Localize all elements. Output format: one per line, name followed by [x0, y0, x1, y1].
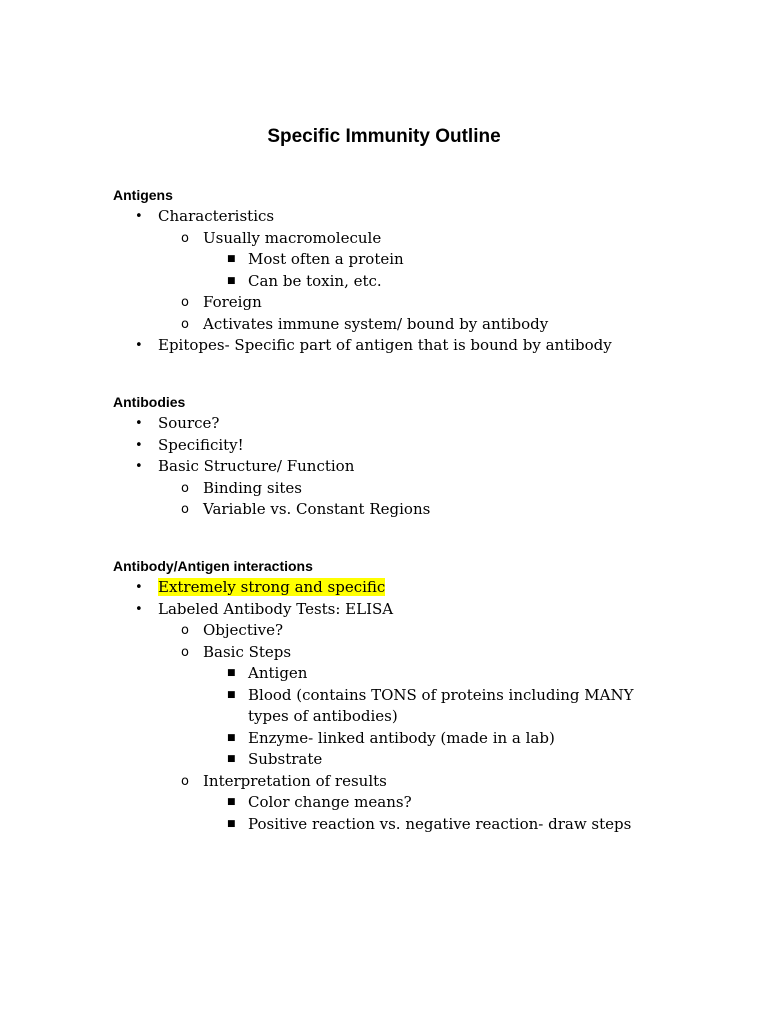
circle-bullet-icon: o: [181, 316, 189, 332]
square-bullet-icon: ■: [227, 732, 236, 743]
circle-bullet-icon: o: [181, 623, 189, 638]
list-item: ■ Antigen: [113, 663, 733, 685]
list-item: ■ Substrate: [113, 749, 733, 771]
section-heading-antibodies: Antibodies: [113, 394, 186, 410]
square-bullet-icon: ■: [227, 797, 236, 807]
list-item: o Variable vs. Constant Regions: [113, 499, 733, 521]
list-item: ■ Enzyme- linked antibody (made in a lab): [113, 728, 733, 750]
list-item-highlighted: [113, 577, 733, 599]
square-bullet-icon: ■: [227, 275, 236, 286]
section-antibodies: [113, 391, 733, 521]
list-item: • Characteristics: [113, 206, 733, 228]
list-item: • Source?: [113, 413, 733, 435]
square-bullet-icon: ■: [227, 254, 236, 264]
list-item: o Activates immune system/ bound by antibody: [113, 314, 733, 336]
section-interactions: [113, 555, 733, 835]
bullet-icon: •: [135, 459, 143, 474]
list-item: ■ Positive reaction vs. negative reaction- draw steps: [113, 814, 733, 836]
circle-bullet-icon: o: [181, 295, 189, 310]
list-item: • Basic Structure/ Function: [113, 456, 733, 478]
bullet-icon: •: [135, 601, 143, 617]
circle-bullet-icon: o: [181, 644, 189, 660]
list-item: • Labeled Antibody Tests: ELISA: [113, 599, 733, 621]
list-item: o Objective?: [113, 620, 733, 642]
square-bullet-icon: ■: [227, 689, 236, 700]
list-item: o Interpretation of results: [113, 771, 733, 793]
section-heading-antigens: Antigens: [113, 187, 173, 203]
bullet-icon: •: [135, 437, 143, 453]
circle-bullet-icon: o: [181, 502, 189, 517]
page-title: Specific Immunity Outline: [267, 126, 501, 147]
list-item: ■ Most often a protein: [113, 249, 733, 271]
highlighted-text: Extremely strong and specific: [158, 578, 386, 596]
section-antigens: [113, 184, 733, 357]
list-item: ■ Color change means?: [113, 792, 733, 814]
circle-bullet-icon: o: [181, 773, 189, 789]
list-item: • Specificity!: [113, 435, 733, 457]
bullet-icon: •: [135, 338, 143, 353]
bullet-icon: •: [135, 416, 143, 431]
list-item: o Binding sites: [113, 478, 733, 500]
circle-bullet-icon: o: [181, 230, 189, 246]
list-item: o Basic Steps: [113, 642, 733, 664]
square-bullet-icon: ■: [227, 818, 236, 829]
list-item: • Epitopes- Specific part of antigen that is bound by antibody: [113, 335, 733, 357]
square-bullet-icon: ■: [227, 754, 236, 764]
list-item: ■ Can be toxin, etc.: [113, 271, 733, 293]
list-item: o Foreign: [113, 292, 733, 314]
bullet-icon: •: [135, 209, 143, 224]
bullet-icon: •: [135, 580, 143, 595]
circle-bullet-icon: o: [181, 480, 189, 496]
section-heading-interactions: Antibody/Antigen interactions: [113, 558, 313, 574]
square-bullet-icon: ■: [227, 668, 236, 678]
list-item: o Usually macromolecule: [113, 228, 733, 250]
list-item: ■ Blood (contains TONS of proteins including MANY types of antibodies): [227, 685, 634, 725]
